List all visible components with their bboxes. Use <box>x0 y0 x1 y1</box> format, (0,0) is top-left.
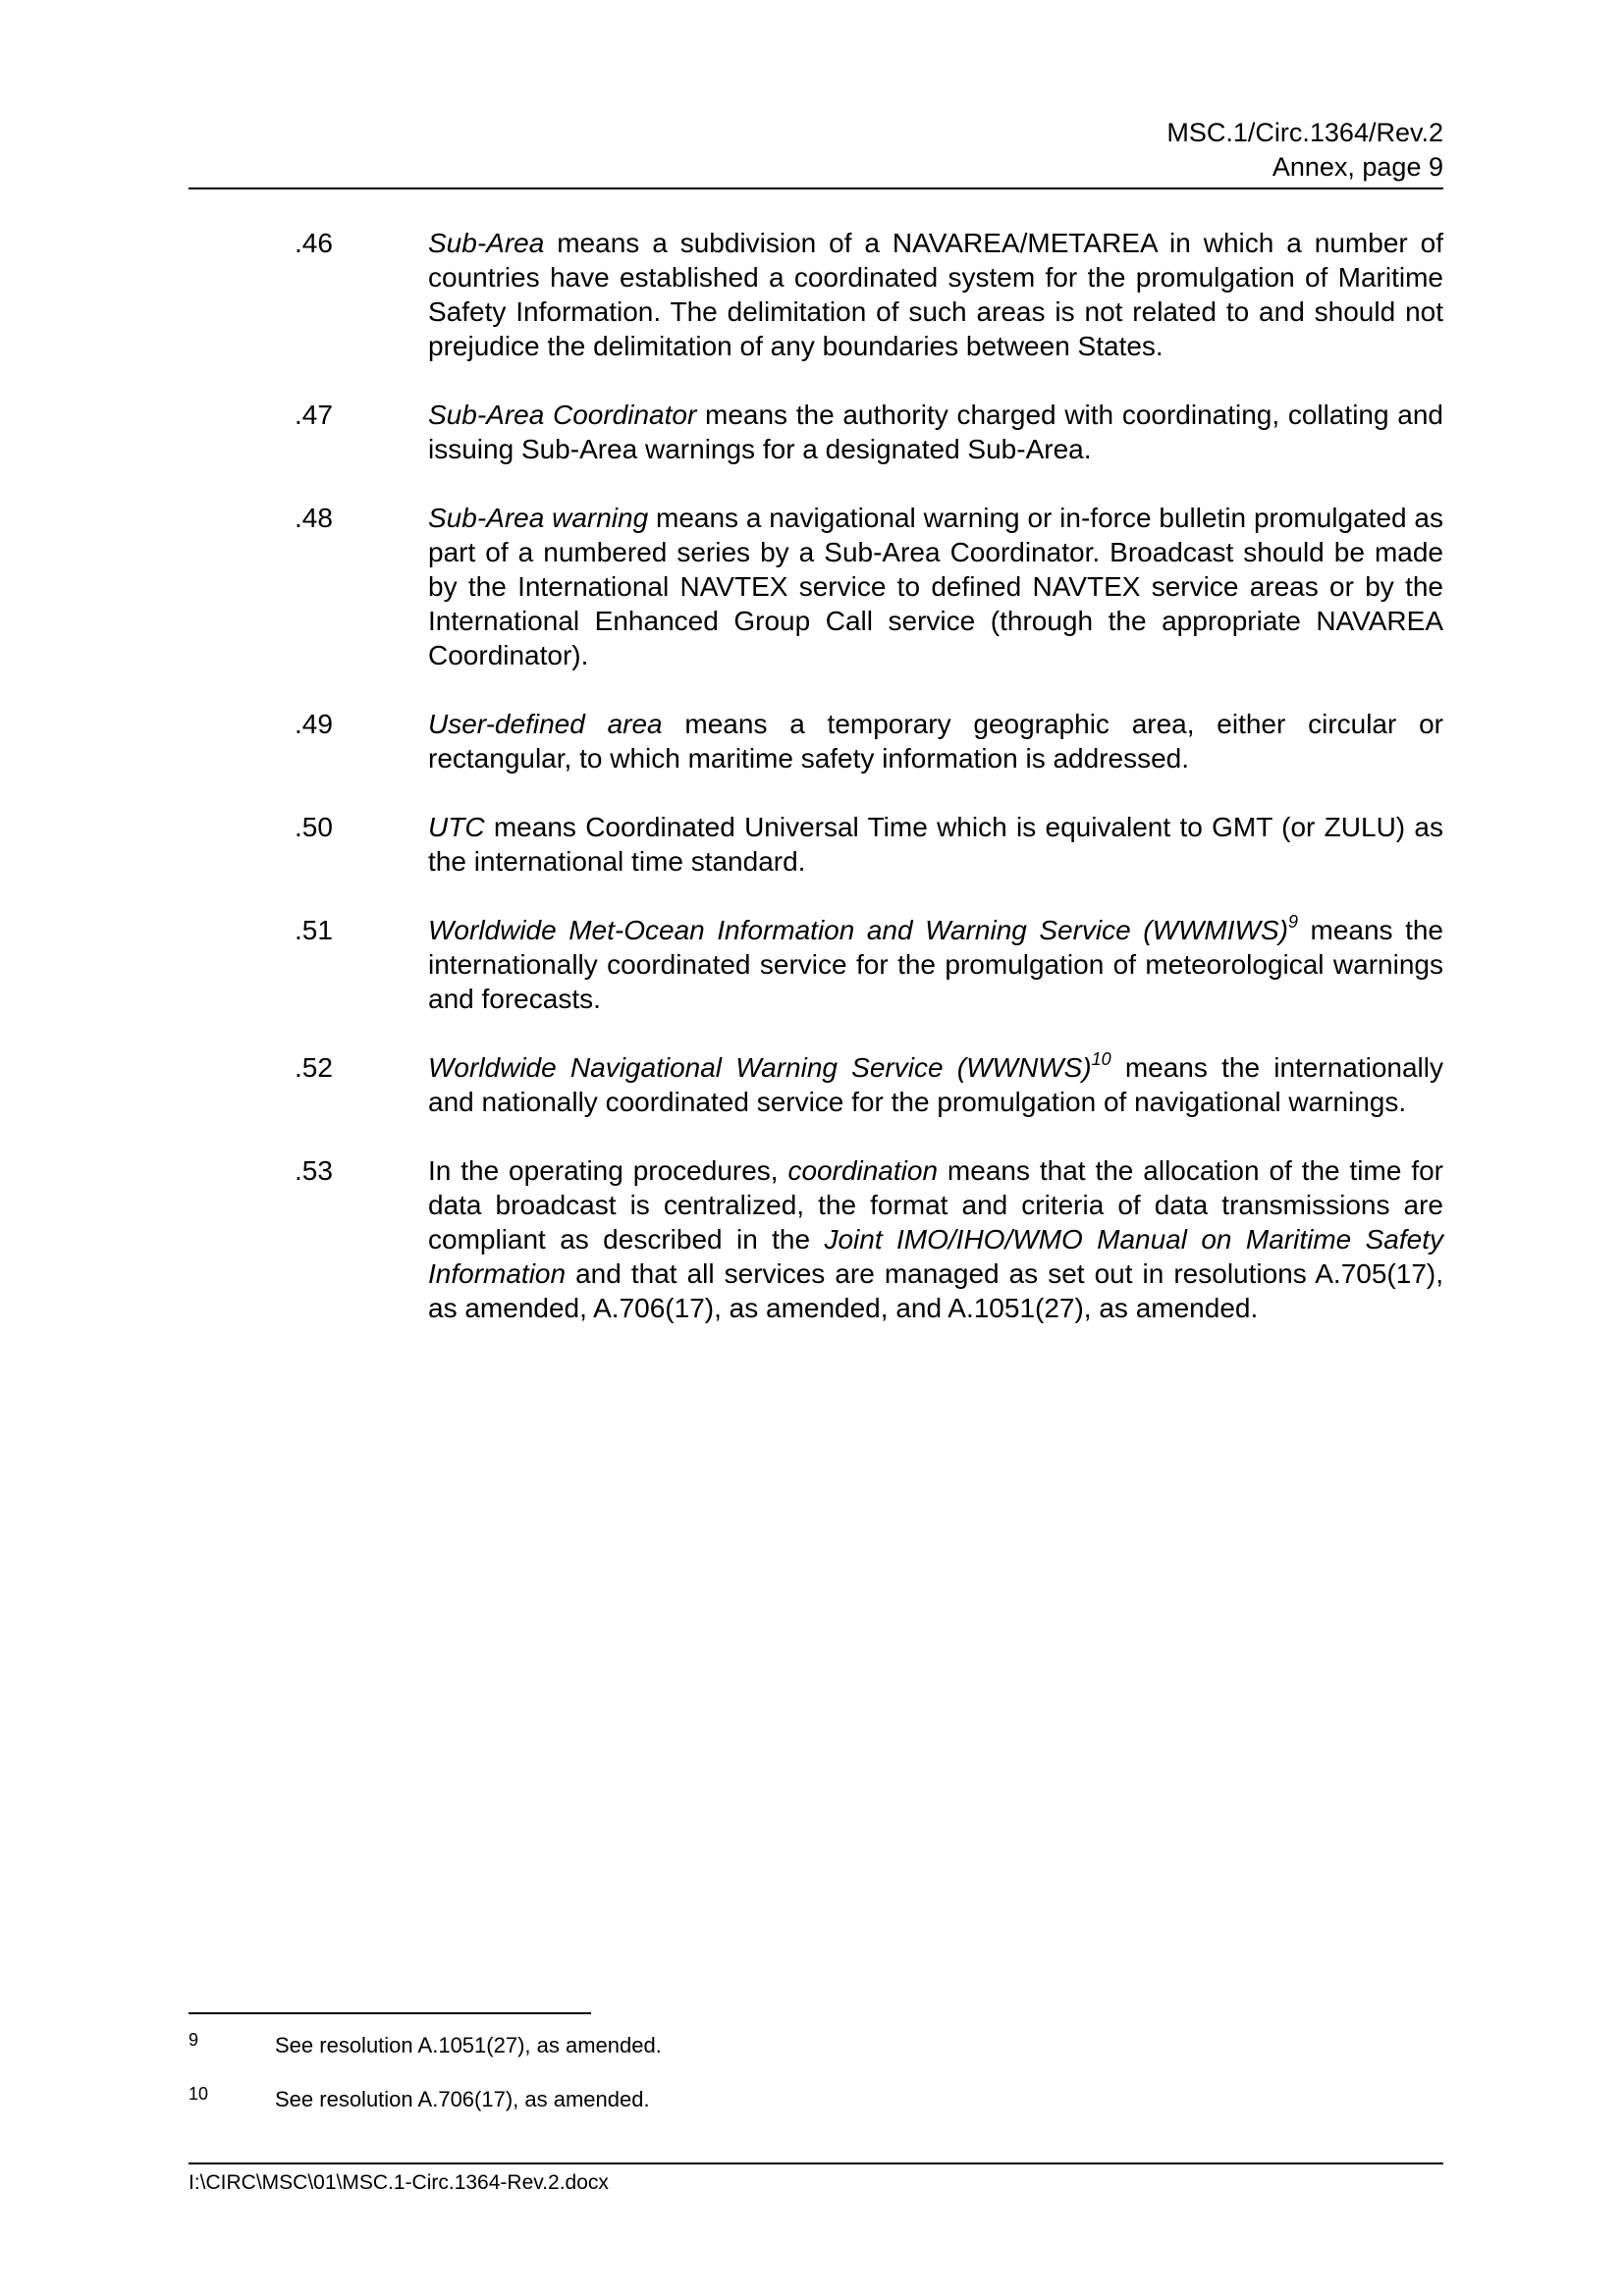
definition-52 <box>295 1050 1443 1119</box>
definition-number: .47 <box>295 400 333 430</box>
definition-term: Sub-Area Coordinator <box>428 400 697 430</box>
definition-text: Sub-Area warning means a navigational warning or in-force bulletin promulgated as part of a numbered series by a Sub-Area Coordinator. Broadcast should be made by the International NAVTEX service to defined NAVTEX service areas or by the International Enhanced Group Call service (through the appropriate NAVAREA Coordinator). <box>428 503 1443 670</box>
definition-text: In the operating procedures, coordination means that the allocation of the time for data broadcast is centralized, the format and criteria of data transmissions are compliant as described in the Joint IMO/IHO/WMO Manual on Maritime Safety Information and that all services are managed as set out in resolutions A.705(17), as amended, A.706(17), as amended, and A.1051(27), as amended. <box>428 1155 1443 1323</box>
header-divider <box>189 187 1443 189</box>
definition-number: .51 <box>295 915 333 945</box>
definition-term: Sub-Area warning <box>428 503 649 533</box>
definition-term: Worldwide Met-Ocean Information and Warning Service (WWMIWS) <box>428 915 1288 945</box>
footer-file-path: I:\CIRC\MSC\01\MSC.1-Circ.1364-Rev.2.docx <box>189 2171 609 2194</box>
footnote-text: See resolution A.1051(27), as amended. <box>275 2033 662 2057</box>
definition-text: Sub-Area means a subdivision of a NAVAREA/METAREA in which a number of countries have established a coordinated system for the promulgation of Maritime Safety Information. The delimitation of such areas is not related to and should not prejudice the delimitation of any boundaries between States. <box>428 228 1443 361</box>
definition-number: .46 <box>295 228 333 258</box>
definition-number: .53 <box>295 1155 333 1186</box>
page-header <box>189 116 1443 185</box>
definition-number: .52 <box>295 1052 333 1083</box>
definition-number: .48 <box>295 503 333 533</box>
definition-term: coordination <box>787 1155 939 1186</box>
definition-term: UTC <box>428 812 485 842</box>
footnote-10 <box>189 2086 1072 2113</box>
definition-term: Sub-Area <box>428 228 545 258</box>
definitions-list <box>295 226 1443 1360</box>
definition-50 <box>295 810 1443 879</box>
footnote-separator <box>189 2012 591 2014</box>
definition-text: Sub-Area Coordinator means the authority charged with coordinating, collating and issuing Sub-Area warnings for a designated Sub-Area. <box>428 400 1443 464</box>
footnote-reference-10[interactable]: 10 <box>1091 1049 1111 1069</box>
footnote-number: 9 <box>189 2030 199 2050</box>
footnote-text: See resolution A.706(17), as amended. <box>275 2087 650 2111</box>
definition-text: UTC means Coordinated Universal Time which is equivalent to GMT (or ZULU) as the international time standard. <box>428 812 1443 877</box>
definition-text: Worldwide Met-Ocean Information and Warning Service (WWMIWS)$^9$ means the internationally coordinated service for the promulgation of meteorological warnings and forecasts. <box>428 912 1443 1014</box>
definition-47 <box>295 398 1443 466</box>
definition-text: User-defined area means a temporary geographic area, either circular or rectangular, to which maritime safety information is addressed. <box>428 709 1444 774</box>
footnote-reference-9[interactable]: 9 <box>1287 912 1298 932</box>
footnote-number: 10 <box>189 2084 209 2104</box>
manual-title: Joint IMO/IHO/WMO Manual on Maritime Safety Information <box>428 1224 1443 1289</box>
definition-49 <box>295 707 1443 775</box>
footer-divider <box>189 2163 1443 2164</box>
definition-term: Worldwide Navigational Warning Service (WWNWS) <box>428 1052 1092 1083</box>
definition-46 <box>295 226 1443 363</box>
definition-text: Worldwide Navigational Warning Service (WWNWS)$^{10}$ means the internationally and nationally coordinated service for the promulgation of navigational warnings. <box>428 1049 1443 1117</box>
definition-number: .49 <box>295 709 333 739</box>
definition-51 <box>295 913 1443 1016</box>
definition-48 <box>295 501 1443 672</box>
definition-term: User-defined area <box>428 709 663 739</box>
header-document-symbol: MSC.1/Circ.1364/Rev.2 <box>1166 118 1443 147</box>
definition-number: .50 <box>295 812 333 842</box>
definition-53 <box>295 1153 1443 1325</box>
header-page-number: Annex, page 9 <box>1272 152 1443 182</box>
footnote-9 <box>189 2032 1072 2059</box>
